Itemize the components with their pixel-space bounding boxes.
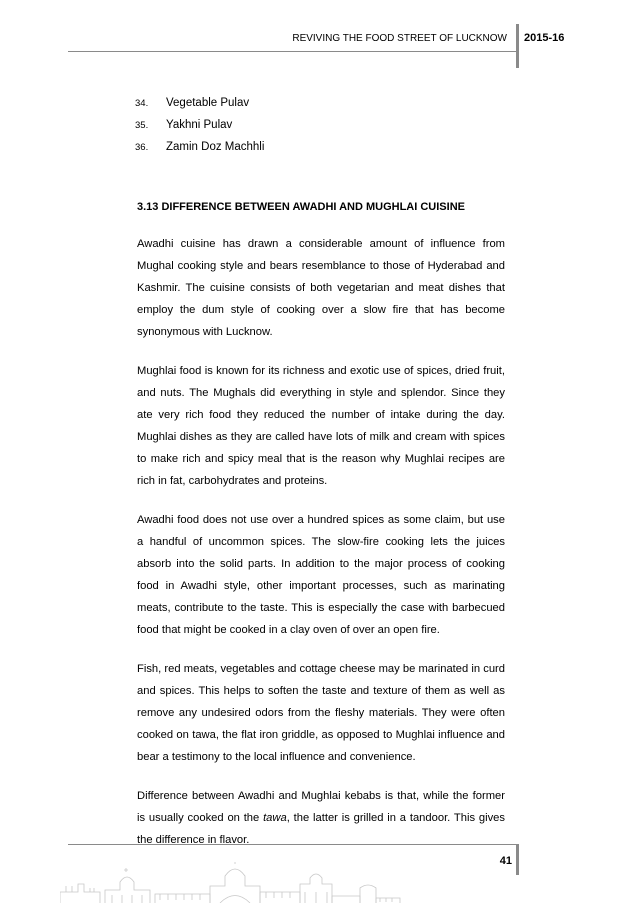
monument-watermark-icon [60,862,440,903]
dish-list [135,92,264,158]
list-item-label: Zamin Doz Machhli [166,141,265,153]
list-item [135,114,264,136]
list-item-number: 34. [135,98,149,109]
page-number: 41 [499,855,512,867]
section-body [137,233,505,851]
footer-divider-bar [516,844,519,875]
italic-term: tawa [263,812,287,824]
text-run: , the latter is grilled in a tandoor. This gives the difference in flavor. [137,812,505,846]
running-header-title: REVIVING THE FOOD STREET OF LUCKNOW [292,33,507,44]
text-run: Difference between Awadhi and Mughlai kebabs is that, while the former is usually cooked on the [137,790,505,824]
list-item [135,136,264,158]
paragraph: Fish, red meats, vegetables and cottage cheese may be marinated in curd and spices. This helps to soften the taste and texture of them as well as remove any undesired odors from the fleshy materials. They were often cooked on tawa, the flat iron griddle, as opposed to Mughlai influence and bear a testimony to the local influence and convenience. [137,663,505,763]
paragraph: Awadhi food does not use over a hundred spices as some claim, but use a handful of uncommon spices. The slow-fire cooking lets the juices absorb into the solid parts. In addition to the major process of cooking food in Awadhi style, other important processes, such as marinating meats, contribute to the taste. This is especially the case with barbecued food that might be cooked in a clay oven of over an open fire. [137,514,505,636]
list-item-number: 36. [135,142,149,153]
list-item-label: Vegetable Pulav [166,97,250,109]
section-heading: 3.13 DIFFERENCE BETWEEN AWADHI AND MUGHLAI CUISINE [137,201,465,213]
paragraph: Mughlai food is known for its richness and exotic use of spices, dried fruit, and nuts. The Mughals did everything in style and splendor. Since they ate very rich food they reduced the number of intake during the day. Mughlai dishes as they are called have lots of milk and cream with spices to make rich and spicy meal that is the reason why Mughlai recipes are rich in fat, carbohydrates and proteins. [137,365,505,487]
list-item-label: Yakhni Pulav [166,119,233,131]
footer-rule [68,844,518,845]
running-header-year: 2015-16 [524,32,565,44]
paragraph: Awadhi cuisine has drawn a considerable amount of influence from Mughal cooking style and bears resemblance to those of Hyderabad and Kashmir. The cuisine consists of both vegetarian and meat dishes that employ the dum style of cooking over a slow fire that has become synonymous with Lucknow. [137,238,505,338]
paragraph-kebab-difference [137,785,505,851]
list-item [135,92,264,114]
header-rule [68,51,518,52]
header-divider-bar [516,24,519,68]
list-item-number: 35. [135,120,149,131]
